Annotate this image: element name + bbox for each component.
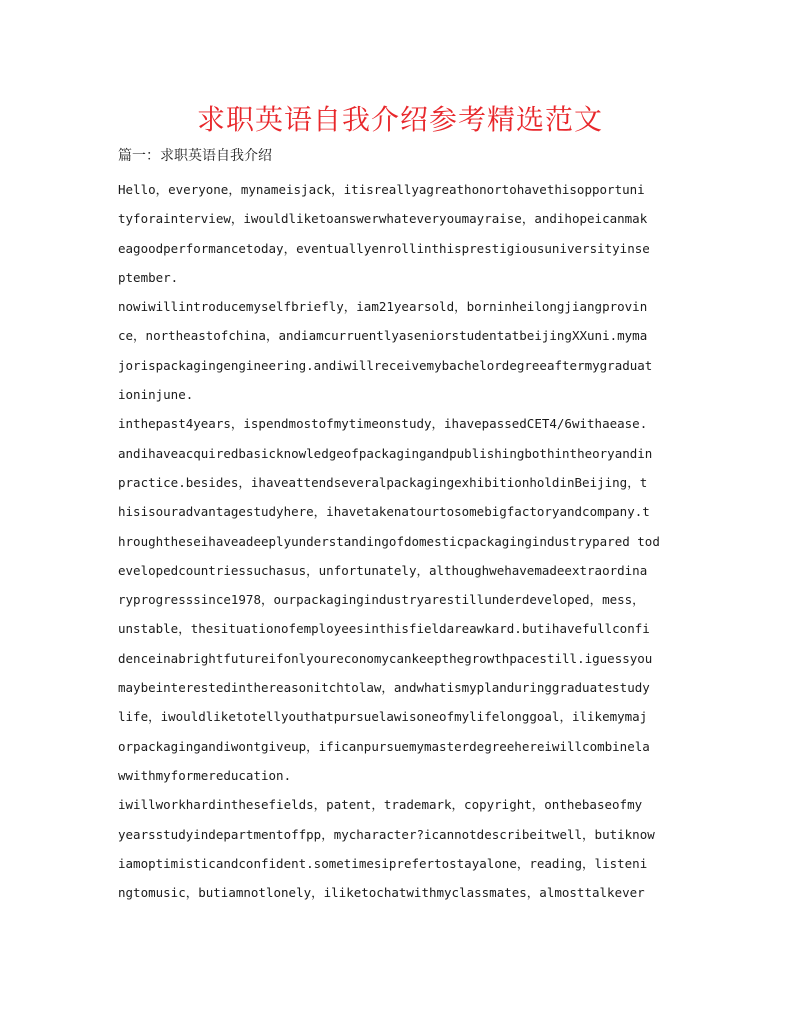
document-title: 求职英语自我介绍参考精选范文 <box>196 103 603 136</box>
text-line: ioninjune. <box>118 387 194 403</box>
text-line: jorispackagingengineering.andiwillreceivemybachelordegreeaftermygraduat <box>118 357 653 373</box>
text-line: orpackagingandiwontgiveup，ificanpursuemymasterdegreehereiwillcombinela <box>118 738 650 754</box>
text-line: denceinabrightfutureifonlyoureconomycankeepthegrowthpacestill.iguessyou <box>118 650 653 666</box>
text-line: ngtomusic，butiamnotlonely，iliketochatwithmyclassmates，almosttalkever <box>118 885 645 901</box>
text-line: ryprogresssince1978，ourpackagingindustryarestillunderdeveloped，mess， <box>118 592 645 608</box>
text-line: iwillworkhardinthesefields，patent，trademark，copyright，onthebaseofmy <box>118 797 643 813</box>
body-text <box>118 175 688 907</box>
text-line: practice.besides，ihaveattendseveralpackagingexhibitionholdinBeijing，t <box>118 474 648 490</box>
text-line: iamoptimisticandconfident.sometimesiprefertostayalone，reading，listeni <box>118 855 648 871</box>
text-line: inthepast4years，ispendmostofmytimeonstudy，ihavepassedCET4/6withaease. <box>118 416 648 432</box>
text-line: maybeinterestedinthereasonitchtolaw，andwhatismyplanduringgraduatestudy <box>118 680 650 696</box>
text-line: wwithmyformereducation. <box>118 767 292 783</box>
text-line: nowiwillintroducemyselfbriefly，iam21yearsold，borninheilongjiangprovin <box>118 299 648 315</box>
text-line: hroughtheseihaveadeeplyunderstandingofdomesticpackagingindustrypared tod <box>118 533 660 549</box>
text-line: andihaveacquiredbasicknowledgeofpackagingandpublishingbothintheoryandin <box>118 445 653 461</box>
text-line: eagoodperformancetoday，eventuallyenrollinthisprestigiousuniversityinse <box>118 240 650 256</box>
text-line: ce，northeastofchina，andiamcurruentlyaseniorstudentatbeijingXXuni.myma <box>118 328 648 344</box>
text-line: tyforainterview，iwouldliketoanswerwhateveryoumayraise，andihopeicanmak <box>118 211 648 227</box>
text-line: Hello，everyone，mynameisjack，itisreallyagreathonortohavethisopportuni <box>118 182 645 197</box>
text-line: life，iwouldliketotellyouthatpursuelawisoneofmylifelonggoal，ilikemymaj <box>118 709 648 725</box>
text-line: hisisouradvantagestudyhere，ihavetakenatourtosomebigfactoryandcompany.t <box>118 504 650 520</box>
text-line: unstable，thesituationofemployeesinthisfieldareawkard.butihavefullconfi <box>118 621 650 637</box>
text-line: yearsstudyindepartmentoffpp，mycharacter?icannotdescribeitwell，butiknow <box>118 826 655 842</box>
text-line: ptember. <box>118 269 179 285</box>
section-heading: 篇一：求职英语自我介绍 <box>118 148 272 164</box>
text-line: evelopedcountriessuchasus，unfortunately，althoughwehavemadeextraordina <box>118 562 648 578</box>
